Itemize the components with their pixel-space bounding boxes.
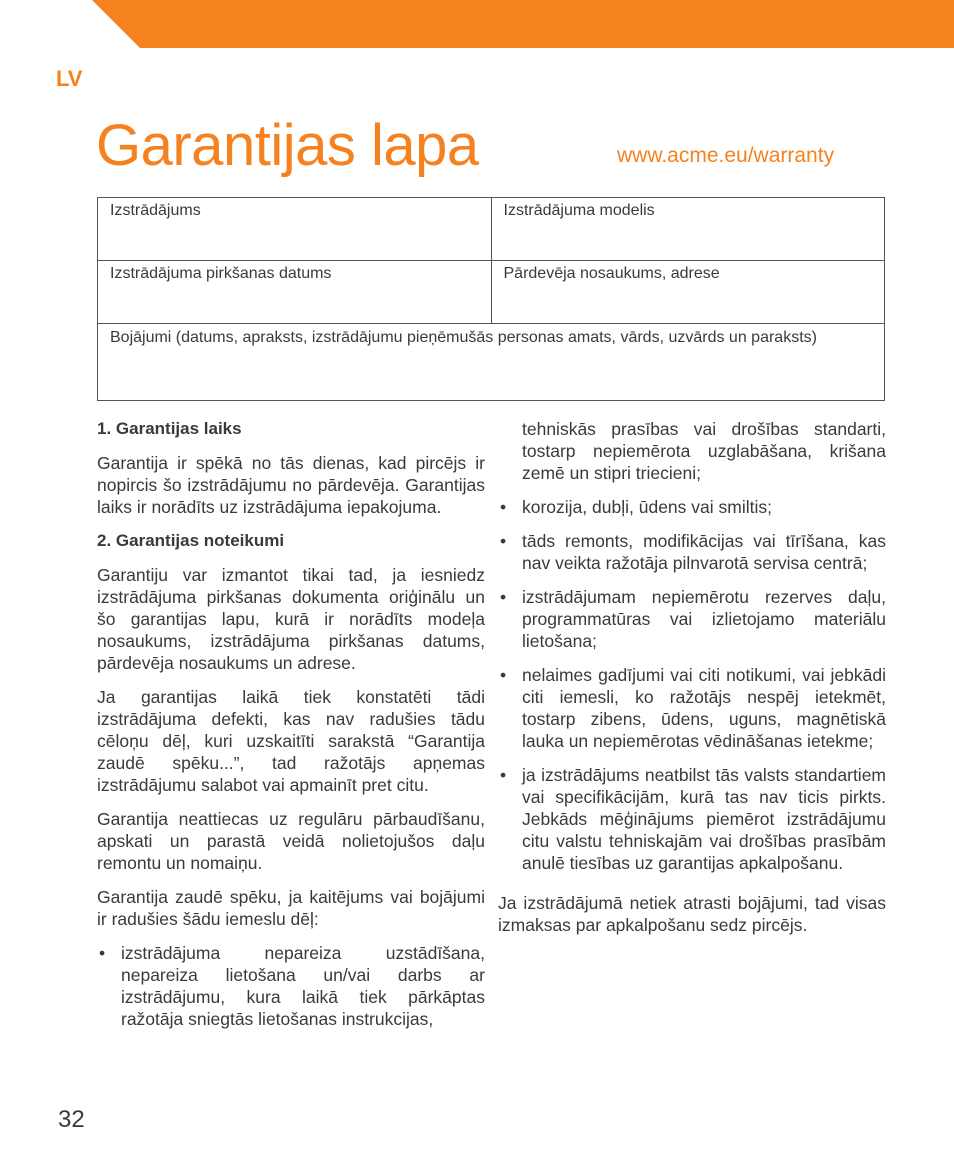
bullet-icon: •	[500, 765, 507, 785]
list-item	[498, 586, 886, 652]
list-item	[498, 418, 886, 484]
bullet-icon: •	[99, 943, 106, 963]
bullet-icon: •	[500, 665, 507, 685]
page-title: Garantijas lapa	[96, 113, 479, 178]
list-item	[97, 942, 485, 1030]
list-item-text: izstrādājuma nepareiza uzstādīšana, nepareiza lietošana un/vai darbs ar izstrādājumu, kura laikā tiek pārkāptas ražotāja sniegtās lietošanas instrukcijas,	[121, 943, 485, 1029]
header-accent-bar	[92, 0, 954, 48]
list-item-text: nelaimes gadījumi vai citi notikumi, vai jebkādi citi iemesli, ko ražotājs nespēj ietekmēt, tostarp zibens, ūdens, uguns, magnētiskā lauka un nepiemērotas vēdināšanas ietekme;	[522, 665, 886, 751]
paragraph: Garantiju var izmantot tikai tad, ja iesniedz izstrādājuma pirkšanas dokumenta oriģinālu un šo garantijas lapu, kurā ir norādīts modeļa nosaukums, izstrādājuma pirkšanas datums, pārdevēja nosaukums un adrese.	[97, 565, 485, 673]
left-column	[97, 418, 485, 1030]
bullet-icon: •	[500, 587, 507, 607]
paragraph: Garantija ir spēkā no tās dienas, kad pircējs ir nopircis šo izstrādājumu no pārdevēja. Garantijas laiks ir norādīts uz izstrādājuma iepakojuma.	[97, 453, 485, 517]
paragraph: Ja izstrādājumā netiek atrasti bojājumi, tad visas izmaksas par apkalpošanu sedz pircējs.	[498, 893, 886, 935]
list-item-text: ja izstrādājums neatbilst tās valsts standartiem vai specifikācijām, kurā tas nav ticis pirkts. Jebkāds mēģinājums piemērot izstrādājumu citu valstu tehniskajām vai drošības prasībām anulē tiesības uz garantijas apkalpošanu.	[522, 765, 886, 873]
warranty-form-table	[97, 197, 885, 401]
void-reasons-list-cont	[498, 418, 886, 874]
bullet-icon: •	[500, 531, 507, 551]
list-item	[498, 664, 886, 752]
list-item-text: izstrādājumam nepiemērotu rezerves daļu, programmatūras vai izlietojamo materiālu lietošana;	[522, 587, 886, 651]
seller-field[interactable]: Pārdevēja nosaukums, adrese	[491, 261, 885, 324]
list-item-text: tāds remonts, modifikācijas vai tīrīšana, kas nav veikta ražotāja pilnvarotā servisa centrā;	[522, 531, 886, 573]
paragraph: Garantija neattiecas uz regulāru pārbaudīšanu, apskati un parastā veidā nolietojušos daļu remontu un nomaiņu.	[97, 809, 485, 873]
section-heading-period: 1. Garantijas laiks	[97, 419, 242, 438]
product-field[interactable]: Izstrādājums	[98, 198, 492, 261]
right-column	[498, 418, 886, 948]
list-item	[498, 496, 886, 518]
list-item	[498, 764, 886, 874]
list-item-text: tehniskās prasības vai drošības standarti, tostarp nepiemērota uzglabāšana, krišana zemē un stipri triecieni;	[522, 419, 886, 483]
model-field[interactable]: Izstrādājuma modelis	[491, 198, 885, 261]
warranty-url-link[interactable]: www.acme.eu/warranty	[617, 144, 835, 167]
paragraph: Garantija zaudē spēku, ja kaitējums vai bojājumi ir radušies šādu iemeslu dēļ:	[97, 887, 485, 929]
bullet-icon: •	[500, 497, 507, 517]
paragraph: Ja garantijas laikā tiek konstatēti tādi izstrādājuma defekti, kas nav radušies tādu cēloņu dēļ, kuri uzskaitīti sarakstā “Garantija zaudē spēku...”, tad ražotājs apņemas izstrādājumu salabot vai apmainīt pret citu.	[97, 687, 485, 795]
list-item	[498, 530, 886, 574]
damages-field[interactable]: Bojājumi (datums, apraksts, izstrādājumu pieņēmušās personas amats, vārds, uzvārds un paraksts)	[98, 324, 885, 401]
page-number: 32	[58, 1106, 85, 1133]
list-item-text: korozija, dubļi, ūdens vai smiltis;	[522, 497, 772, 517]
language-label: LV	[56, 66, 83, 91]
purchase-date-field[interactable]: Izstrādājuma pirkšanas datums	[98, 261, 492, 324]
section-heading-conditions: 2. Garantijas noteikumi	[97, 531, 285, 550]
void-reasons-list	[97, 942, 485, 1030]
